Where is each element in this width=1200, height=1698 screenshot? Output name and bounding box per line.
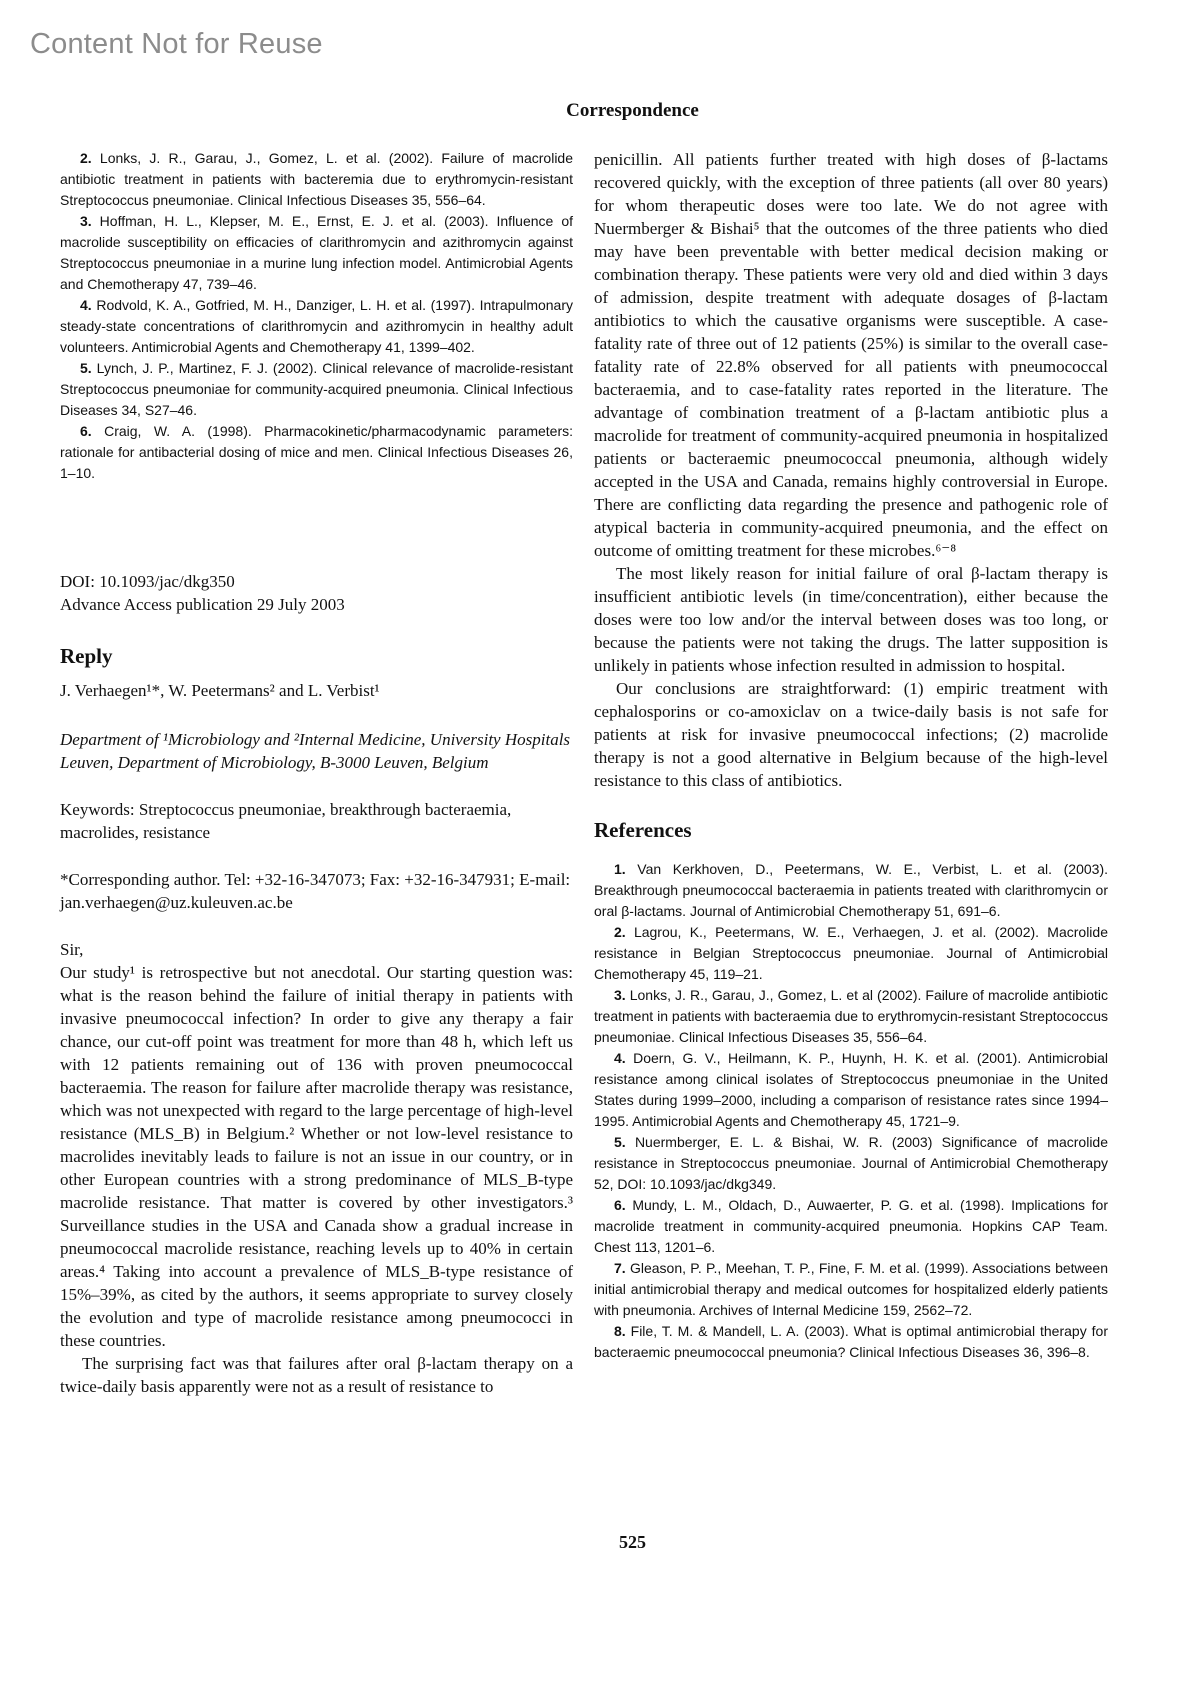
reference-text: Lonks, J. R., Garau, J., Gomez, L. et al. (2002). Failure of macrolide antibiotic treatment in patients with bacteremia due to erythromycin-resistant Streptococcus pneumoniae. Clinical Infectious Diseases 35, 556–64. <box>60 150 573 208</box>
reference-item <box>594 859 1108 922</box>
right-column <box>594 148 1108 1363</box>
corresponding-author: *Corresponding author. Tel: +32-16-347073; Fax: +32-16-347931; E-mail: jan.verhaegen@uz.kuleuven.ac.be <box>60 870 571 912</box>
advance-access: Advance Access publication 29 July 2003 <box>60 595 345 614</box>
reference-number: 4. <box>614 1050 626 1066</box>
reference-item <box>60 358 573 421</box>
body-paragraph-2: The surprising fact was that failures after oral β-lactam therapy on a twice-daily basis apparently were not as a result of resistance to <box>60 1354 573 1396</box>
reference-text: Doern, G. V., Heilmann, K. P., Huynh, H. K. et al. (2001). Antimicrobial resistance among clinical isolates of Streptococcus pneumoniae in the United States during 1999–2000, including a comparison of resistance rates since 1994–1995. Antimicrobial Agents and Chemotherapy 45, 1721–9. <box>594 1050 1108 1129</box>
reference-item <box>594 1048 1108 1132</box>
reference-item <box>594 1321 1108 1363</box>
left-reference-list <box>60 148 573 484</box>
right-reference-list <box>594 859 1108 1363</box>
reference-text: Van Kerkhoven, D., Peetermans, W. E., Verbist, L. et al. (2003). Breakthrough pneumococcal bacteraemia in patients treated with clarithromycin or oral β-lactams. Journal of Antimicrobial Chemotherapy 51, 691–6. <box>594 861 1108 919</box>
body-paragraph-4: The most likely reason for initial failure of oral β-lactam therapy is insufficient antibiotic levels (in time/concentration), either because the doses were too low and/or the interval between doses was too long, or because the patients were not taking the drugs. The latter supposition is unlikely in patients whose infection resulted in admission to hospital. <box>594 564 1108 675</box>
reference-number: 5. <box>614 1134 626 1150</box>
reference-number: 6. <box>80 423 92 439</box>
reference-text: Mundy, L. M., Oldach, D., Auwaerter, P. G. et al. (1998). Implications for macrolide treatment in community-acquired pneumonia. Hopkins CAP Team. Chest 113, 1201–6. <box>594 1197 1108 1255</box>
authors: J. Verhaegen¹*, W. Peetermans² and L. Verbist¹ <box>60 681 380 700</box>
reference-number: 3. <box>614 987 626 1003</box>
affiliation: Department of ¹Microbiology and ²Internal Medicine, University Hospitals Leuven, Department of Microbiology, B-3000 Leuven, Belgium <box>60 730 571 772</box>
reference-number: 4. <box>80 297 92 313</box>
reference-item <box>594 1132 1108 1195</box>
reference-text: Lagrou, K., Peetermans, W. E., Verhaegen, J. et al. (2002). Macrolide resistance in Belgian Streptococcus pneumoniae. Journal of Antimicrobial Chemotherapy 45, 119–21. <box>594 924 1108 982</box>
reference-text: Rodvold, K. A., Gotfried, M. H., Danziger, L. H. et al. (1997). Intrapulmonary steady-state concentrations of clarithromycin and azithromycin in healthy adult volunteers. Antimicrobial Agents and Chemotherapy 41, 1399–402. <box>60 297 573 355</box>
body-paragraph-3: penicillin. All patients further treated with high doses of β-lactams recovered quickly, with the exception of three patients (all over 80 years) for whom therapeutic doses were too late. We do not agree with Nuermberger & Bishai⁵ that the outcomes of the three patients who died may have been preventable with better medical decision making or combination therapy. These patients were very old and died within 3 days of admission, despite treatment with adequate dosages of β-lactam antibiotics to which the causative organisms were susceptible. A case-fatality rate of three out of 12 patients (25%) is similar to the overall case-fatality rate of 22.8% observed for all patients with pneumococcal bacteraemia, and to case-fatality rates reported in the literature. The advantage of combination treatment of a β-lactam antibiotic plus a macrolide for treatment of community-acquired pneumonia in hospitalized patients or bacteraemic pneumococcal pneumonia, although widely accepted in the USA and Canada, remains highly controversial in Europe. There are conflicting data regarding the presence and pathogenic role of atypical bacteria in community-acquired pneumonia, and the effect on outcome of omitting treatment for these microbes.⁶⁻⁸ <box>594 150 1108 560</box>
left-column <box>60 148 573 1398</box>
watermark: Content Not for Reuse <box>30 28 323 60</box>
reference-number: 2. <box>80 150 92 166</box>
reference-item <box>594 1258 1108 1321</box>
reference-item <box>594 922 1108 985</box>
reference-number: 5. <box>80 360 92 376</box>
reference-text: Craig, W. A. (1998). Pharmacokinetic/pharmacodynamic parameters: rationale for antibacterial dosing of mice and men. Clinical Infectious Diseases 26, 1–10. <box>60 423 573 481</box>
reference-number: 7. <box>614 1260 626 1276</box>
body-paragraph-1: Our study¹ is retrospective but not anecdotal. Our starting question was: what is the reason behind the failure of initial therapy in patients with invasive pneumococcal infection? In order to give any therapy a fair chance, our cut-off point was treatment for more than 48 h, which left us with 12 patients remaining out of 136 with proven pneumococcal bacteraemia. The reason for failure after macrolide therapy was resistance, which was not unexpected with regard to the large percentage of high-level resistance (MLS_B) in Belgium.² Whether or not low-level resistance to macrolides inevitably leads to failure is not an issue in our country, or in other European countries with a strong predominance of MLS_B-type macrolide resistance. That matter is covered by other investigators.³ Surveillance studies in the USA and Canada show a gradual increase in pneumococcal macrolide resistance, reaching levels up to 40% in certain areas.⁴ Taking into account a prevalence of MLS_B-type resistance of 15%–39%, as cited by the authors, it seems appropriate to survey closely the evolution and type of macrolide resistance among pneumococci in these countries. <box>60 963 573 1350</box>
reference-item <box>60 211 573 295</box>
reference-number: 2. <box>614 924 626 940</box>
page-number: 525 <box>619 1532 646 1552</box>
reference-item <box>60 295 573 358</box>
reference-text: Nuermberger, E. L. & Bishai, W. R. (2003) Significance of macrolide resistance in Streptococcus pneumoniae. Journal of Antimicrobial Chemotherapy 52, DOI: 10.1093/jac/dkg349. <box>594 1134 1108 1192</box>
reference-text: File, T. M. & Mandell, L. A. (2003). What is optimal antimicrobial therapy for bacteraemic pneumococcal pneumonia? Clinical Infectious Diseases 36, 396–8. <box>594 1323 1108 1360</box>
body-paragraph-5: Our conclusions are straightforward: (1) empiric treatment with cephalosporins or co-amoxiclav on a twice-daily basis is not safe for patients at risk for invasive pneumococcal infections; (2) macrolide therapy is not a good alternative in Belgium because of the high-level resistance to this class of antibiotics. <box>594 679 1108 790</box>
reference-text: Lonks, J. R., Garau, J., Gomez, L. et al (2002). Failure of macrolide antibiotic treatment in patients with bacteraemia due to erythromycin-resistant Streptococcus pneumoniae. Clinical Infectious Diseases 35, 556–64. <box>594 987 1108 1045</box>
reference-number: 6. <box>614 1197 626 1213</box>
reference-number: 8. <box>614 1323 626 1339</box>
references-heading: References <box>594 818 692 842</box>
reference-item <box>594 1195 1108 1258</box>
reference-number: 1. <box>614 861 626 877</box>
running-head: Correspondence <box>566 100 699 121</box>
reference-item <box>594 985 1108 1048</box>
keywords: Keywords: Streptococcus pneumoniae, breakthrough bacteraemia, macrolides, resistance <box>60 800 512 842</box>
reference-item <box>60 148 573 211</box>
reference-text: Hoffman, H. L., Klepser, M. E., Ernst, E. J. et al. (2003). Influence of macrolide susceptibility on efficacies of clarithromycin and azithromycin against Streptococcus pneumoniae in a murine lung infection model. Antimicrobial Agents and Chemotherapy 47, 739–46. <box>60 213 573 292</box>
reference-number: 3. <box>80 213 92 229</box>
reference-item <box>60 421 573 484</box>
reference-text: Lynch, J. P., Martinez, F. J. (2002). Clinical relevance of macrolide-resistant Streptococcus pneumoniae for community-acquired pneumonia. Clinical Infectious Diseases 34, S27–46. <box>60 360 573 418</box>
reply-heading: Reply <box>60 644 113 668</box>
salutation: Sir, <box>60 940 84 959</box>
doi: DOI: 10.1093/jac/dkg350 <box>60 572 235 591</box>
reference-text: Gleason, P. P., Meehan, T. P., Fine, F. M. et al. (1999). Associations between initial antimicrobial therapy and medical outcomes for hospitalized elderly patients with pneumonia. Archives of Internal Medicine 159, 2562–72. <box>594 1260 1108 1318</box>
